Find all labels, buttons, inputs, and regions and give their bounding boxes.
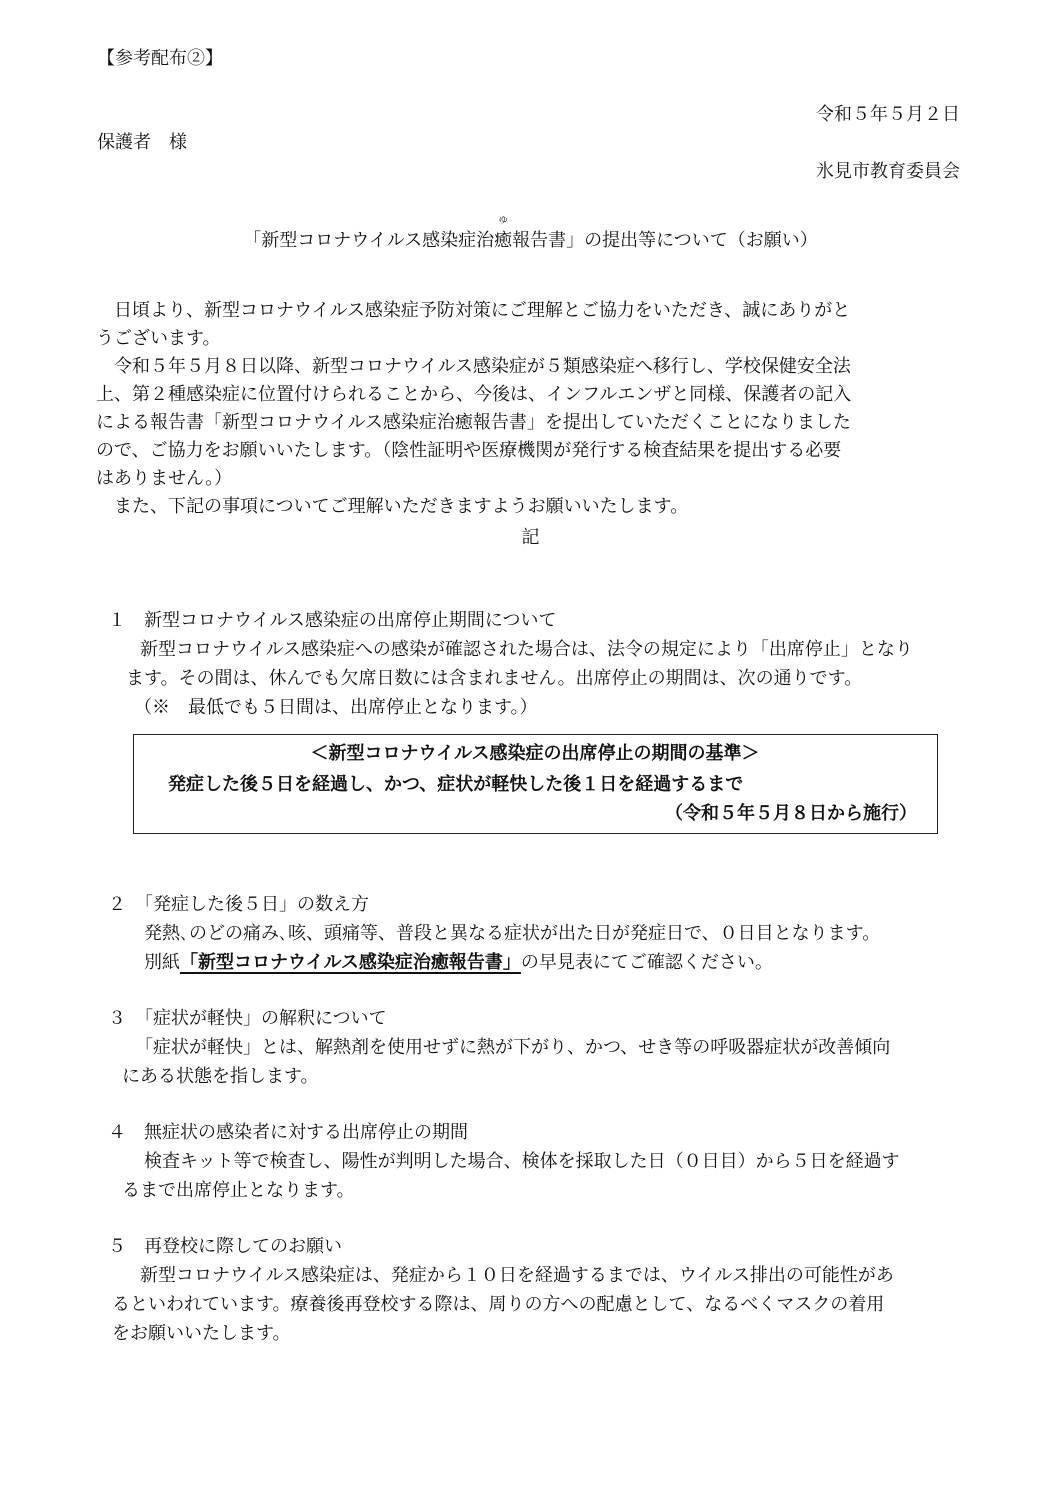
recipient: 保護者 様 [97,132,187,153]
section2-text-before: 別紙 [126,952,180,973]
section4-heading: ４ 無症状の感染者に対する出席停止の期間 [108,1122,468,1143]
section5-line: をお願いいたします。 [112,1323,291,1344]
title-ruby-reading: ゆ [498,216,508,226]
document-title [0,216,1061,251]
section3-heading: ３ 「症状が軽快」の解釈について [108,1008,387,1029]
criteria-rule: 発症した後５日を経過し、かつ、症状が軽快した後１日を経過するまで [168,774,744,795]
intro-line: 上、第２種感染症に位置付けられることから、今後は、インフルエンザと同様、保護者の記入 [96,384,852,405]
criteria-box [133,734,938,834]
section2-line [126,954,773,972]
section4-line: 検査キット等で検査し、陽性が判明した場合、検体を採取した日（０日目）から５日を経過す [126,1151,900,1172]
intro-line: はありません。） [96,468,233,489]
intro-line: うございます。 [96,328,221,349]
section5-line: るといわれています。療養後再登校する際は、周りの方への配慮として、なるべくマスクの着用 [112,1294,885,1315]
section4-line: るまで出席停止となります。 [122,1180,355,1201]
intro-line: 日頃より、新型コロナウイルス感染症予防対策にご理解とご協力をいただき、誠にありがと [96,300,851,321]
section3-line: 「症状が軽快」とは、解熱剤を使用せずに熱が下がり、かつ、せき等の呼吸器症状が改善傾向 [126,1037,891,1058]
title-ruby-word [494,216,513,251]
section2-line: 発熱､のどの痛み､咳、頭痛等、普段と異なる症状が出た日が発症日で、０日目となります。 [126,923,881,944]
section1-line: ます。その間は、休んでも欠席日数には含まれません。出席停止の期間は、次の通りです。 [126,668,863,689]
document-date: 令和５年５月２日 [816,104,960,125]
section2-heading: ２ 「発症した後５日」の数え方 [108,894,369,915]
section5-heading: ５ 再登校に際してのお願い [108,1236,342,1257]
section3-line: にある状態を指します。 [122,1066,319,1087]
title-text-after: 報告書」の提出等について（お願い） [512,230,818,251]
title-ruby-base: 癒 [494,230,513,251]
ki-marker: 記 [521,527,540,548]
section1-note: （※ 最低でも５日間は、出席停止となります。） [134,697,538,718]
section1-line: 新型コロナウイルス感染症への感染が確認された場合は、法令の規定により「出席停止」となり [122,639,913,660]
reference-label: 【参考配布②】 [97,48,223,69]
criteria-effective-date: （令和５年５月８日から施行） [665,803,917,824]
sender: 氷見市教育委員会 [816,161,960,182]
intro-line: ので、ご協力をお願いいたします。（陰性証明や医療機関が発行する検査結果を提出する必要 [96,440,842,461]
intro-line: 令和５年５月８日以降、新型コロナウイルス感染症が５類感染症へ移行し、学校保健安全法 [96,356,851,377]
intro-line: による報告書「新型コロナウイルス感染症治癒報告書」を提出していただくことになりました [96,412,851,433]
report-form-reference: 「新型コロナウイルス感染症治癒報告書」 [180,952,521,973]
section2-text-after: の早見表にてご確認ください。 [520,952,773,973]
criteria-title: ＜新型コロナウイルス感染症の出席停止の期間の基準＞ [310,743,760,764]
section5-line: 新型コロナウイルス感染症は、発症から１０日を経過するまでは、ウイルス排出の可能性があ [122,1265,894,1286]
title-text-before: 「新型コロナウイルス感染症治 [243,230,495,251]
intro-line: また、下記の事項についてご理解いただきますようお願いいたします。 [96,496,689,517]
intro-paragraph [96,297,966,521]
section1-heading: １ 新型コロナウイルス感染症の出席停止期間について [108,610,557,631]
